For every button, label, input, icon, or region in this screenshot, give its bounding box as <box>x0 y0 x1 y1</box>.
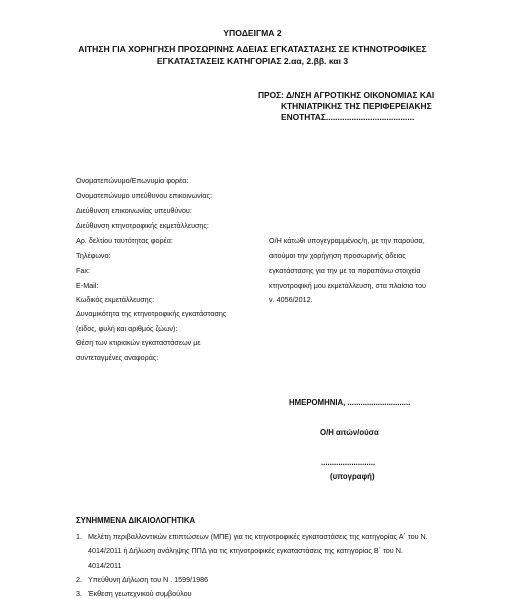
statement-line-4: κτηνοτροφική μου εκμετάλλευση, στα πλαίσια του <box>269 281 426 290</box>
signature-label: (υπογραφή) <box>330 472 375 481</box>
applicant-label: Ο/Η αιτών/ούσα <box>320 428 379 437</box>
document-model-label: ΥΠΟΔΕΙΓΜΑ 2 <box>223 28 282 38</box>
field-id-number: Αρ. δελτίου ταυτότητας φορέα: <box>76 236 173 245</box>
statement-line-1: Ο/Η κάτωθι υπογεγραμμένος/η, με την παρούσα, <box>269 236 425 245</box>
recipient-line-2: ΚΤΗΝΙΑΤΡΙΚΗΣ ΤΗΣ ΠΕΡΙΦΕΡΕΙΑΚΗΣ <box>281 101 432 111</box>
recipient-line-1: ΠΡΟΣ: Δ/ΝΣΗ ΑΓΡΟΤΙΚΗΣ ΟΙΚΟΝΟΜΙΑΣ ΚΑΙ <box>258 90 435 100</box>
attachment-1-number: 1. <box>76 532 82 541</box>
attachments-title: ΣΥΝΗΜΜΕΝΑ ΔΙΚΑΙΟΛΟΓΗΤΙΚΑ <box>76 516 196 525</box>
field-email: E-Mail: <box>76 281 99 290</box>
attachment-1-line-1: Μελέτη περιβαλλοντικών επιπτώσεων (ΜΠΕ) για τις κτηνοτροφικές εγκαταστάσεις της κατηγορίας Α΄ του Ν. <box>88 532 428 541</box>
document-title-line-2: ΕΓΚΑΤΑΣΤΑΣΕΙΣ ΚΑΤΗΓΟΡΙΑΣ 2.αα, 2.ββ. και 3 <box>156 56 349 66</box>
field-fax: Fax: <box>76 266 90 275</box>
field-capacity: Δυναμικότητα της κτηνοτροφικής εγκατάστασης <box>76 309 227 318</box>
field-coordinates: συντεταγμένες αναφοράς: <box>76 353 159 362</box>
field-farm-code: Κωδικός εκμετάλλευσης: <box>76 295 155 304</box>
field-applicant-name: Ονοματεπώνυμο/Επωνυμία φορέα: <box>76 176 189 185</box>
field-location: Θέση των κτιριακών εγκαταστάσεων με <box>76 338 201 347</box>
attachment-2-text: Υπεύθυνη Δήλωση του Ν . 1599/1986 <box>88 575 209 584</box>
attachment-2-number: 2. <box>76 575 82 584</box>
attachment-1-line-2: 4014/2011 ή Δήλωση ανάληψης ΠΠΔ για τις κτηνοτροφικές εγκαταστάσεις της κατηγορίας Β΄ του Ν. <box>88 546 403 555</box>
recipient-line-3: ΕΝΟΤΗΤΑΣ...................................... <box>281 112 415 122</box>
field-contact-address: Διεύθυνση επικοινωνίας υπευθύνου: <box>76 206 192 215</box>
statement-line-3: εγκατάστασης για την με τα παραπάνω στοιχεία <box>269 266 421 275</box>
statement-line-5: ν. 4056/2012. <box>269 295 313 304</box>
signature-dots: ......................... <box>321 458 376 467</box>
field-farm-address: Διεύθυνση κτηνοτροφικής εκμετάλλευσης: <box>76 221 209 230</box>
field-contact-person: Ονοματεπώνυμο υπεύθυνου επικοινωνίας: <box>76 191 212 200</box>
document-title-line-1: ΑΙΤΗΣΗ ΓΙΑ ΧΟΡΗΓΗΣΗ ΠΡΟΣΩΡΙΝΗΣ ΑΔΕΙΑΣ ΕΓΚΑΤΑΣΤΑΣΗΣ ΣΕ ΚΤΗΝΟΤΡΟΦΙΚΕΣ <box>78 44 427 54</box>
field-capacity-detail: (είδος, φυλή και αριθμός ζώων): <box>76 324 178 333</box>
attachment-3-text: Έκθεση γεωτεχνικού συμβούλου <box>88 589 192 598</box>
statement-line-2: αιτούμαι την χορήγηση προσωρινής άδειας <box>269 251 406 260</box>
attachment-1-line-3: 4014/2011 <box>88 561 122 570</box>
attachment-3-number: 3. <box>76 589 82 598</box>
date-line: ΗΜΕΡΟΜΗΝΙΑ, ............................. <box>289 398 411 407</box>
field-phone: Τηλέφωνο: <box>76 251 111 260</box>
